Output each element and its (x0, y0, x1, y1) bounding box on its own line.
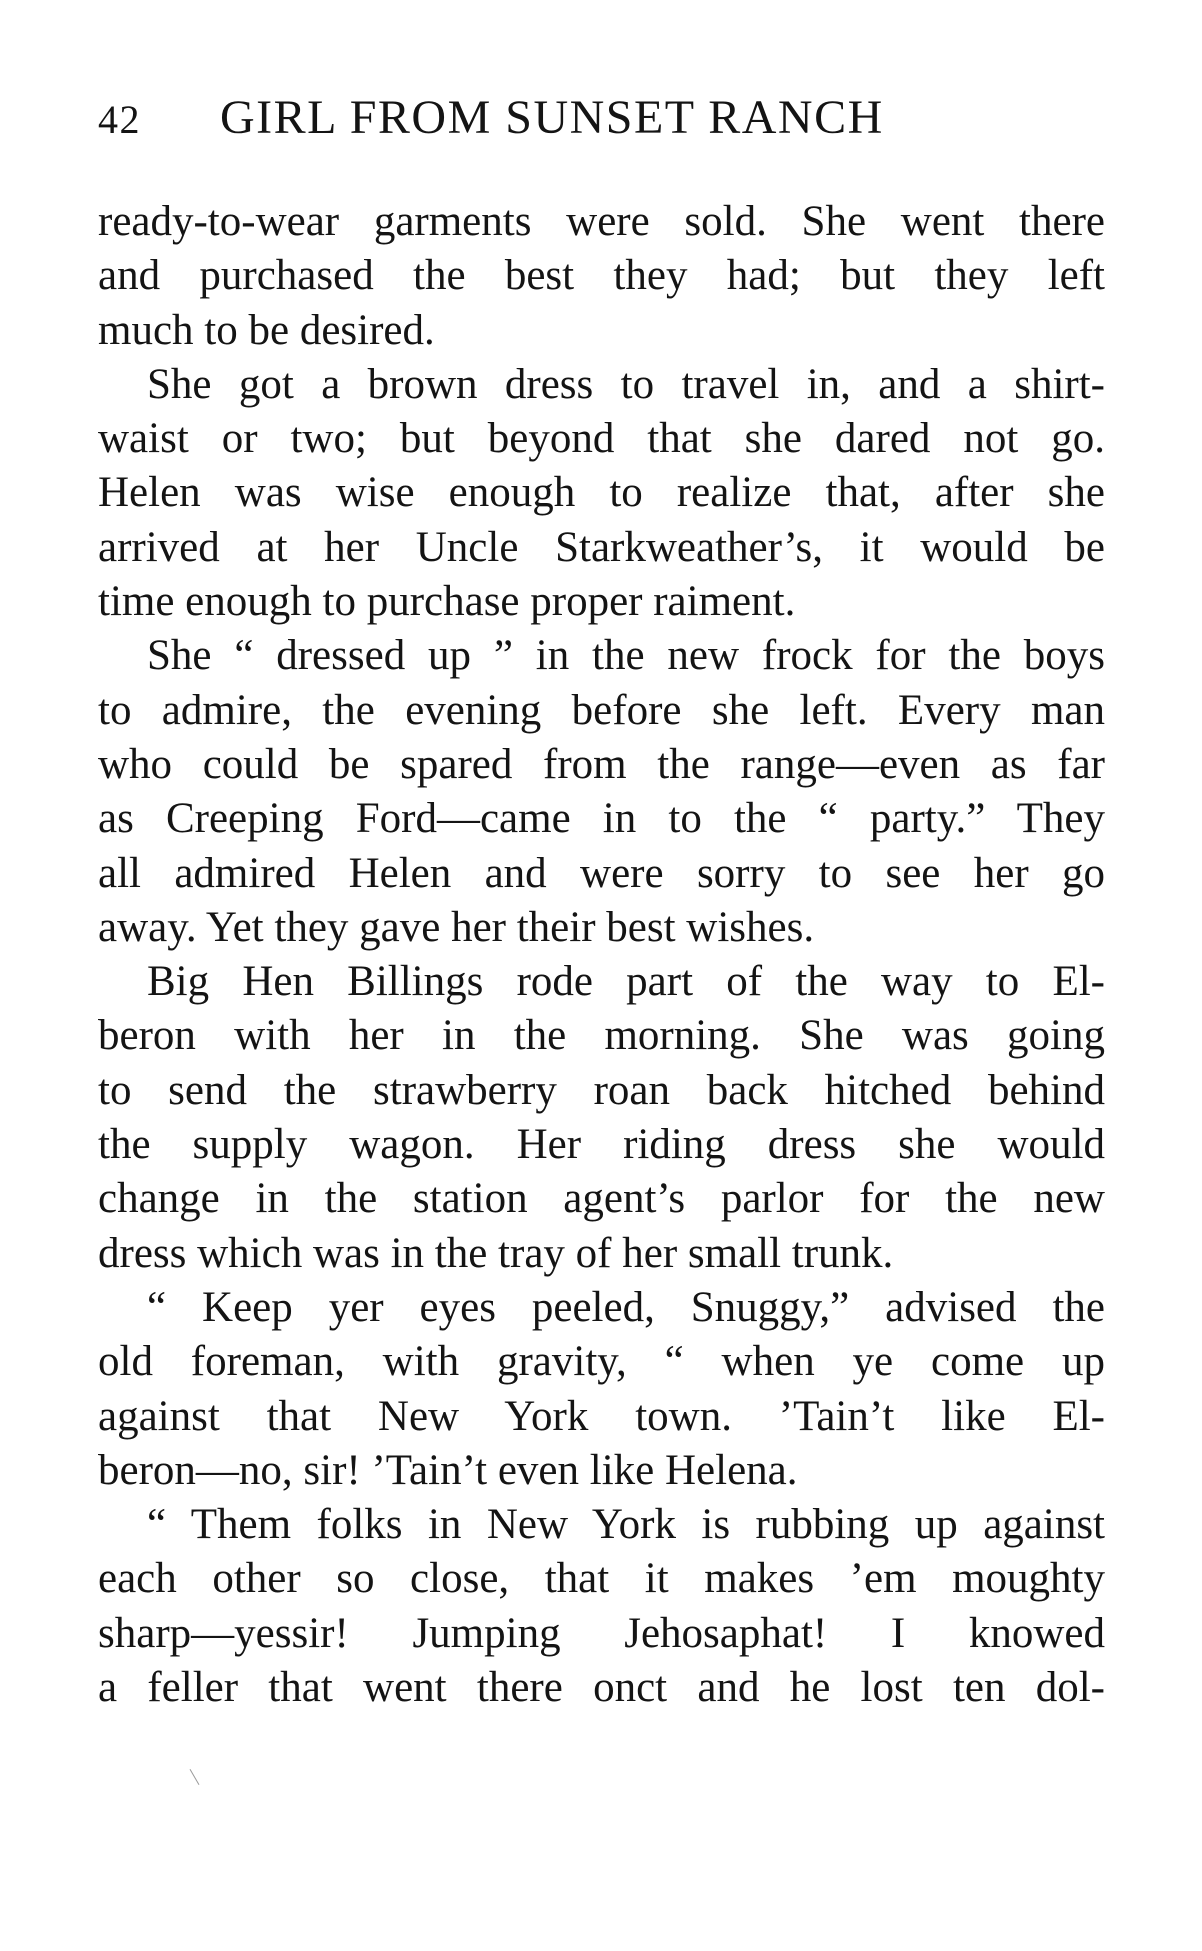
text-line: who could be spared from the range—even as far (98, 740, 1105, 788)
text-line: much to be desired. (98, 306, 435, 354)
text-line: She got a brown dress to travel in, and a shirt- (147, 360, 1105, 408)
text-line: beron with her in the morning. She was going (98, 1012, 1105, 1060)
text-line: beron—no, sir! ’Tain’t even like Helena. (98, 1446, 798, 1494)
text-line: time enough to purchase proper raiment. (98, 578, 796, 626)
running-head (98, 88, 998, 148)
text-line: and purchased the best they had; but they left (98, 252, 1105, 300)
text-line: sharp—yessir! Jumping Jehosaphat! I knowed (98, 1609, 1105, 1657)
paper-speck (190, 1769, 200, 1785)
text-line: against that New York town. ’Tain’t like El- (98, 1392, 1105, 1440)
text-line: to send the strawberry roan back hitched behind (98, 1066, 1105, 1114)
running-title: GIRL FROM SUNSET RANCH (220, 91, 884, 144)
text-line: as Creeping Ford—came in to the “ party.” They (98, 795, 1105, 843)
text-line: each other so close, that it makes ’em moughty (98, 1555, 1105, 1603)
body-text (98, 195, 1105, 1715)
text-line: She “ dressed up ” in the new frock for the boys (147, 632, 1105, 680)
text-line: Helen was wise enough to realize that, after she (98, 469, 1105, 517)
text-line: old foreman, with gravity, “ when ye come up (98, 1338, 1105, 1386)
text-line: all admired Helen and were sorry to see her go (98, 849, 1105, 897)
text-line: “ Them folks in New York is rubbing up against (147, 1501, 1105, 1549)
text-line: “ Keep yer eyes peeled, Snuggy,” advised the (147, 1283, 1105, 1331)
page-number: 42 (98, 97, 141, 142)
text-line: to admire, the evening before she left. Every man (98, 686, 1105, 734)
text-line: dress which was in the tray of her small trunk. (98, 1229, 894, 1277)
text-line: away. Yet they gave her their best wishes. (98, 903, 815, 951)
text-line: Big Hen Billings rode part of the way to El- (147, 958, 1105, 1006)
text-line: ready-to-wear garments were sold. She went there (98, 198, 1105, 245)
text-line: arrived at her Uncle Starkweather’s, it would be (98, 523, 1105, 571)
text-line: change in the station agent’s parlor for the new (98, 1175, 1105, 1223)
text-line: a feller that went there onct and he lost ten dol- (98, 1664, 1105, 1712)
text-line: the supply wagon. Her riding dress she would (98, 1121, 1105, 1169)
text-line: waist or two; but beyond that she dared not go. (98, 415, 1105, 463)
